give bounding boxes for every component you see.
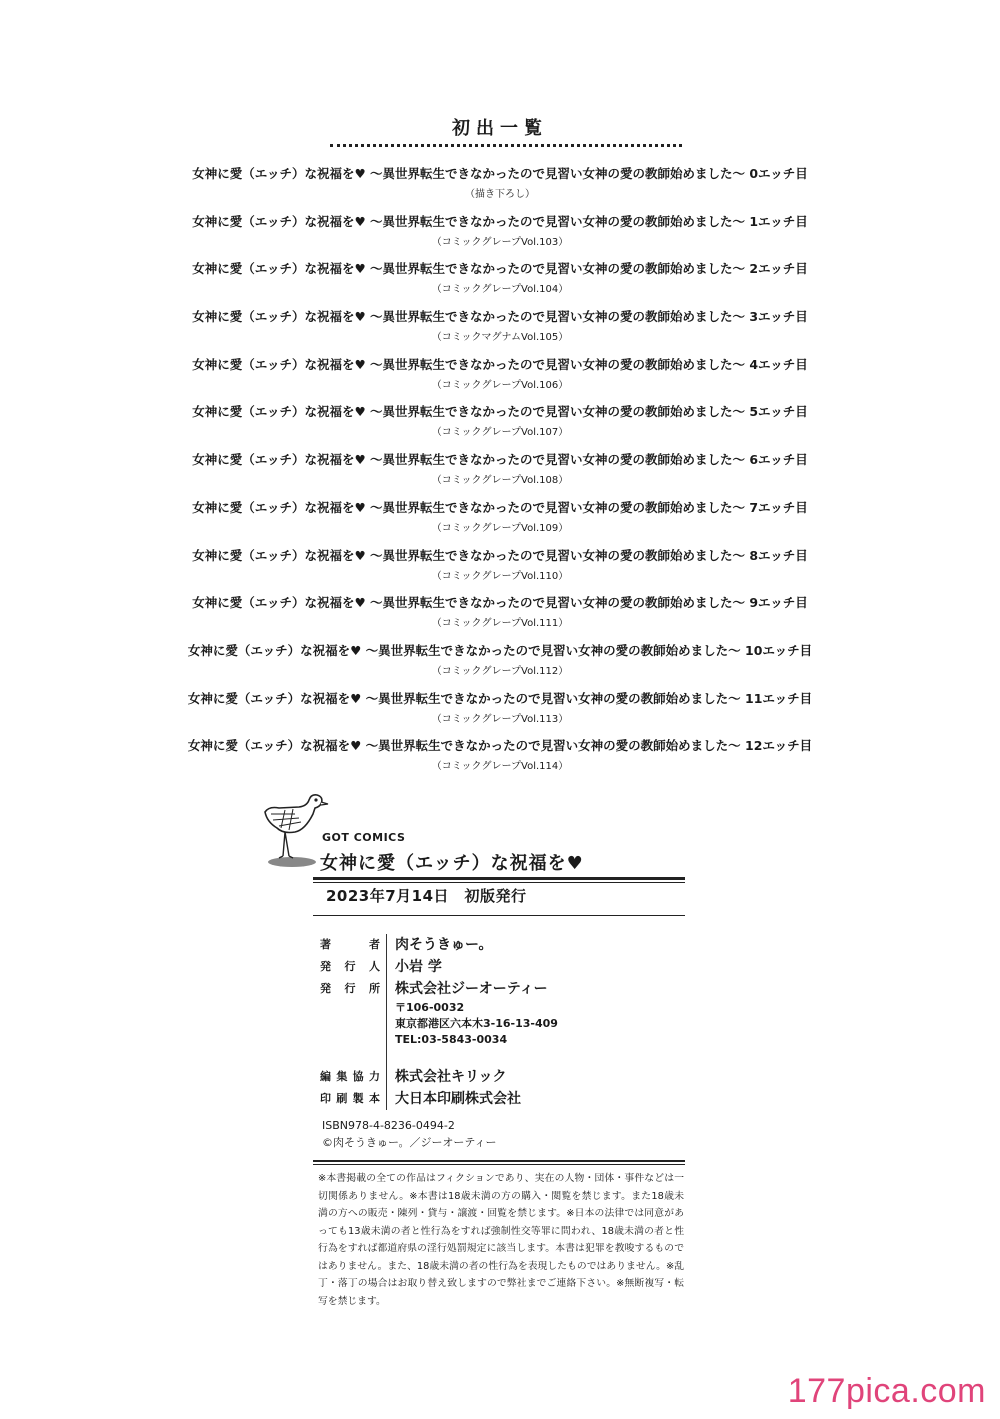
publisher-details (395, 978, 558, 1048)
entry-title: 女神に愛（エッチ）な祝福を♥ ～異世界転生できなかったので見習い女神の愛の教師始めました～ 0エッチ目 (192, 166, 808, 181)
postal-code: 〒106-0032 (395, 1001, 465, 1014)
dotted-divider (330, 144, 682, 147)
list-item (0, 594, 1000, 642)
list-item (0, 213, 1000, 261)
entry-title: 女神に愛（エッチ）な祝福を♥ ～異世界転生できなかったので見習い女神の愛の教師始めました～ 5エッチ目 (192, 404, 808, 420)
entry-source: （コミックグレープVol.106） (431, 379, 569, 391)
credit-value: 肉そうきゅー。 (395, 937, 493, 953)
credit-value: 大日本印刷株式会社 (395, 1091, 521, 1107)
credit-row-publisher (320, 978, 680, 1066)
entry-source: （コミックマグナムVol.105） (431, 332, 569, 344)
street-address: 東京都港区六本木3-16-13-409 (395, 1017, 558, 1030)
entry-title: 女神に愛（エッチ）な祝福を♥ ～異世界転生できなかったので見習い女神の愛の教師始めました～ 4エッチ目 (192, 356, 808, 372)
credit-row-printing (320, 1088, 680, 1110)
book-title: 女神に愛（エッチ）な祝福を♥ (320, 853, 584, 874)
bird-logo-icon (255, 790, 330, 868)
series-label: GOT COMICS (322, 831, 406, 844)
entry-title: 女神に愛（エッチ）な祝福を♥ ～異世界転生できなかったので見習い女神の愛の教師始めました～ 12エッチ目 (187, 738, 813, 754)
divider (313, 882, 685, 883)
list-item (0, 260, 1000, 308)
divider (313, 1164, 685, 1165)
credit-value: 小岩 学 (395, 959, 442, 975)
legal-notice: ※本書掲載の全ての作品はフィクションであり、実在の人物・団体・事件などは一切関係ありません。※本書は18歳未満の方の購入・閲覧を禁じます。また18歳未満の方への販売・陳列・貸与・譲渡・回覧を禁じます。※日本の法律では同意があっても13歳未満の者と性行為をすれば強制性交等罪に問われ、18歳未満の者と性行為をすれば都道府県の淫行処罰規定に該当します。本書は犯罪を教唆するものではありません。また、18歳未満の者の性行為を表現したものではありません。※乱丁・落丁の場合はお取り替え致しますので弊社までご連絡下さい。※無断複写・転写を禁じます。 (318, 1173, 684, 1307)
entry-source: （描き下ろし） (465, 189, 535, 200)
entry-title: 女神に愛（エッチ）な祝福を♥ ～異世界転生できなかったので見習い女神の愛の教師始めました～ 9エッチ目 (192, 595, 808, 611)
credit-label: 発行所 (320, 978, 387, 1066)
entry-title: 女神に愛（エッチ）な祝福を♥ ～異世界転生できなかったので見習い女神の愛の教師始めました～ 6エッチ目 (192, 452, 808, 468)
credits-block (320, 934, 680, 1110)
entry-title: 女神に愛（エッチ）な祝福を♥ ～異世界転生できなかったので見習い女神の愛の教師始めました～ 7エッチ目 (192, 499, 808, 515)
credit-label: 印刷製本 (320, 1088, 387, 1110)
entry-title: 女神に愛（エッチ）な祝福を♥ ～異世界転生できなかったので見習い女神の愛の教師始めました～ 2エッチ目 (192, 261, 808, 277)
entry-title: 女神に愛（エッチ）な祝福を♥ ～異世界転生できなかったので見習い女神の愛の教師始めました～ 1エッチ目 (192, 213, 808, 229)
divider (313, 877, 685, 880)
copyright: ©肉そうきゅー。／ジーオーティー (322, 1136, 497, 1149)
list-item (0, 451, 1000, 499)
isbn: ISBN978-4-8236-0494-2 (322, 1119, 455, 1132)
list-item (0, 356, 1000, 404)
publication-date: 2023年7月14日 初版発行 (326, 887, 527, 905)
entry-source: （コミックグレープVol.113） (431, 713, 569, 725)
isbn-block (322, 1117, 496, 1151)
list-item (0, 690, 1000, 738)
entry-source: （コミックグレープVol.107） (431, 427, 569, 439)
credit-row-editing (320, 1066, 680, 1088)
list-item (0, 403, 1000, 451)
entry-source: （コミックグレープVol.110） (431, 570, 569, 582)
list-item (0, 499, 1000, 547)
entry-source: （コミックグレープVol.104） (431, 284, 569, 296)
entry-source: （コミックグレープVol.103） (431, 236, 569, 248)
telephone: TEL:03-5843-0034 (395, 1033, 508, 1046)
first-appearance-title: 初出一覧 (452, 118, 548, 139)
credit-row-author (320, 934, 680, 956)
entry-title: 女神に愛（エッチ）な祝福を♥ ～異世界転生できなかったので見習い女神の愛の教師始めました～ 8エッチ目 (192, 547, 808, 563)
credit-label: 編集協力 (320, 1066, 387, 1088)
entry-title: 女神に愛（エッチ）な祝福を♥ ～異世界転生できなかったので見習い女神の愛の教師始めました～ 3エッチ目 (192, 309, 808, 325)
credit-label: 著者 (320, 934, 387, 956)
entry-source: （コミックグレープVol.112） (431, 665, 569, 677)
list-item (0, 737, 1000, 785)
list-item (0, 547, 1000, 595)
credit-value: 株式会社キリック (395, 1069, 507, 1085)
list-item (0, 165, 1000, 213)
credit-value: 株式会社ジーオーティー (395, 981, 548, 997)
entry-source: （コミックグレープVol.109） (431, 522, 569, 534)
credit-row-publisher-person (320, 956, 680, 978)
entry-title: 女神に愛（エッチ）な祝福を♥ ～異世界転生できなかったので見習い女神の愛の教師始めました～ 10エッチ目 (187, 642, 813, 658)
credit-label: 発行人 (320, 956, 387, 978)
watermark: 177pica.com (787, 1372, 986, 1410)
entry-title: 女神に愛（エッチ）な祝福を♥ ～異世界転生できなかったので見習い女神の愛の教師始めました～ 11エッチ目 (187, 690, 813, 706)
first-appearance-list (0, 165, 1000, 785)
list-item (0, 642, 1000, 690)
list-item (0, 308, 1000, 356)
entry-source: （コミックグレープVol.114） (431, 761, 569, 773)
divider (313, 1160, 685, 1162)
entry-source: （コミックグレープVol.108） (431, 475, 569, 487)
entry-source: （コミックグレープVol.111） (431, 618, 569, 630)
divider (313, 915, 685, 916)
